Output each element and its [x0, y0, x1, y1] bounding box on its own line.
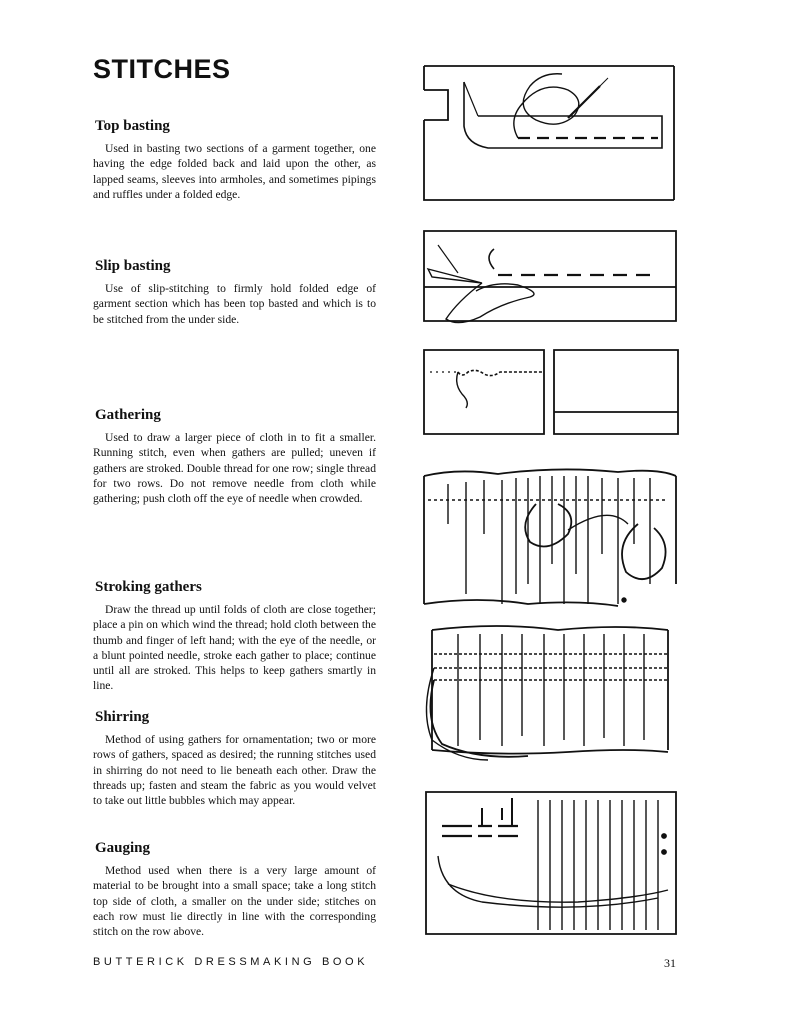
- section-heading: Top basting: [95, 118, 170, 134]
- section-body: Method used when there is a very large amount of material to be brought into a small space; take a long stitch top side of cloth, a smaller on the under side; stitches on each row must lie directly in line with the corresponding stitch on the row above.: [93, 864, 376, 939]
- section-heading: Gathering: [95, 407, 161, 423]
- gathering-illustration: [418, 344, 682, 439]
- section-gathering: [93, 407, 376, 506]
- section-heading: Gauging: [95, 840, 151, 856]
- shirring-illustration: [418, 620, 682, 770]
- section-gauging: [93, 840, 376, 939]
- section-shirring: [93, 709, 376, 808]
- section-top-basting: [93, 118, 376, 202]
- page-title: STITCHES: [93, 54, 231, 84]
- page-number: 31: [664, 956, 676, 970]
- slip-basting-illustration: [418, 225, 682, 335]
- section-body: Used to draw a larger piece of cloth in to fit a smaller. Running stitch, even when gathers are pulled; uneven if gathers are stroked. Double thread for one row; single thread for two rows. Do not remove needle from cloth while gathering; push cloth off the eye of needle when crowded.: [93, 431, 376, 506]
- section-body: Use of slip-stitching to firmly hold folded edge of garment section which has been top basted and which is to be stitched from the under side.: [93, 282, 376, 326]
- section-body: Used in basting two sections of a garment together, one having the edge folded back and laid upon the other, as lapped seams, sleeves into armholes, and sometimes pipings and ruffles under a folded edge.: [93, 142, 376, 201]
- gauging-illustration: [418, 786, 682, 936]
- section-body: Method of using gathers for ornamentation; two or more rows of gathers, spaced as desired; the running stitches used in shirring do not need to lie beneath each other. Draw the threads up; fasten and steam the fabric as you would velvet to take out little bubbles which may appear.: [93, 733, 376, 808]
- section-stroking-gathers: [93, 579, 376, 694]
- section-heading: Stroking gathers: [95, 579, 202, 595]
- footer-book-title: BUTTERICK DRESSMAKING BOOK: [93, 956, 369, 968]
- section-body: Draw the thread up until folds of cloth are close together; place a pin on which wind the thread; hold cloth between the thumb and finger of left hand; with the eye of the needle, or a blunt pointed needle, stroke each gather to place; continue until all are stroked. This helps to keep gathers smartly in line.: [93, 603, 376, 693]
- stroking-gathers-illustration: [418, 464, 682, 614]
- section-heading: Shirring: [95, 709, 150, 725]
- section-slip-basting: [93, 258, 376, 327]
- section-heading: Slip basting: [95, 258, 171, 274]
- top-basting-illustration: [418, 60, 682, 205]
